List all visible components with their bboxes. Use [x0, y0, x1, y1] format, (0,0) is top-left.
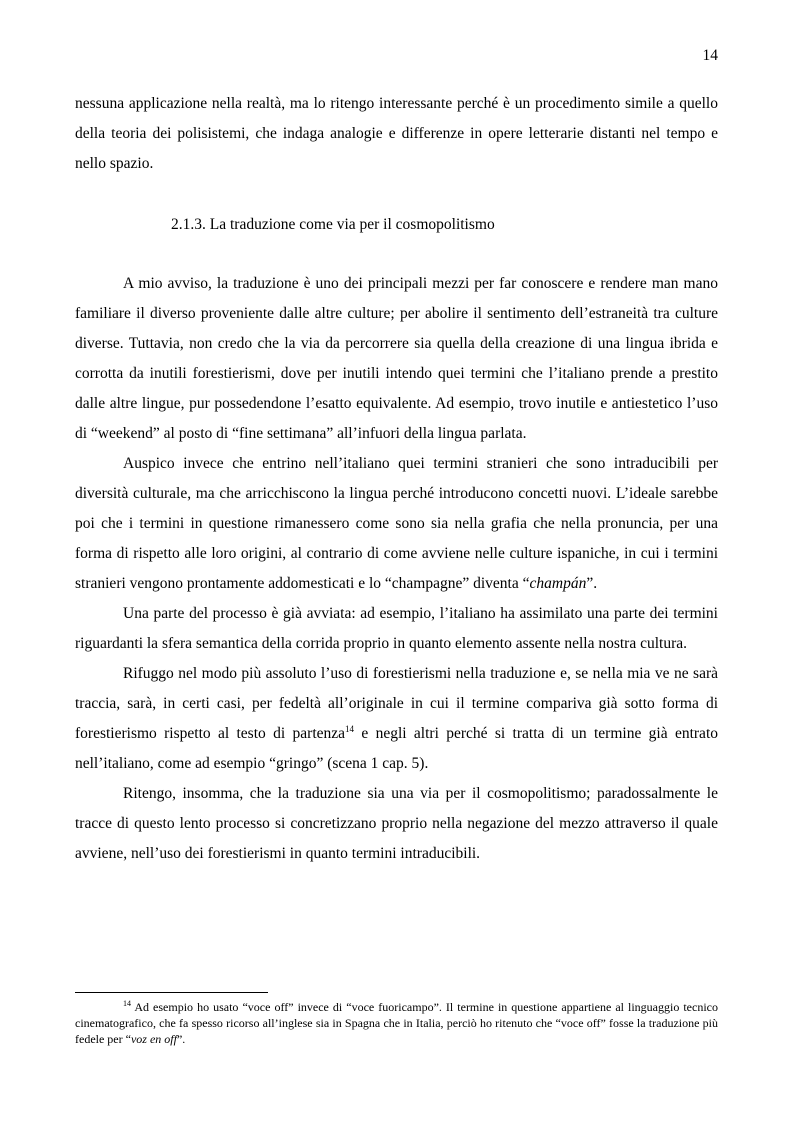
page-number: 14 [702, 47, 718, 64]
footnote-text: Ad esempio ho usato “voce off” invece di “voce fuoricampo”. Il termine in questione appartiene al linguaggio tecnico cinematografico, che fa spesso ricorso all’inglese sia in Spagna che in Italia, perciò ho ritenuto che “voce off” fosse la traduzione più fedele per “ [75, 1000, 718, 1046]
paragraph-2-italic-term: champán [529, 575, 587, 592]
paragraph-1: A mio avviso, la traduzione è uno dei principali mezzi per far conoscere e rendere man mano familiare il diverso proveniente dalle altre culture; per abolire il sentimento dell’estraneità tra culture diverse. Tuttavia, non credo che la via da percorrere sia quella della creazione di una lingua ibrida e corrotta da inutili forestierismi, dove per inutili intendo quei termini che l’italiano prende a prestito dalle altre lingue, pur possedendone l’esatto equivalente. Ad esempio, trovo inutile e antiestetico l’uso di “weekend” al posto di “fine settimana” all’infuori della lingua parlata. [75, 275, 718, 442]
footnote-italic-term: voz en off [130, 1032, 177, 1046]
paragraph-2 [75, 449, 718, 599]
paragraph-5: Ritengo, insomma, che la traduzione sia una via per il cosmopolitismo; paradossalmente le tracce di questo lento processo si concretizzano proprio nella negazione del mezzo attraverso il quale avviene, nell’uso dei forestierismi in quanto termini intraducibili. [75, 785, 718, 862]
section-heading: 2.1.3. La traduzione come via per il cosmopolitismo [171, 216, 495, 233]
footnote [75, 999, 718, 1047]
paragraph-2-text: Auspico invece che entrino nell’italiano quei termini stranieri che sono intraducibili per diversità culturale, ma che arricchiscono la lingua perché introducono concetti nuovi. L’ideale sarebbe poi che i termini in questione rimanessero come sono sia nella grafia che nella pronuncia, per una forma di rispetto alle loro origini, al contrario di come avviene nelle culture ispaniche, in cui i termini stranieri vengono prontamente addomesticati e lo “champagne” diventa “ [75, 455, 718, 592]
paragraph-4-text: Rifuggo nel modo più assoluto l’uso di forestierismi nella traduzione e, se nella mia ve ne sarà traccia, sarà, in certi casi, per fedeltà all’originale in cui il termine compariva già sotto forma di forestierismo rispetto al testo di partenza [75, 665, 718, 742]
footnote-end: ”. [176, 1032, 186, 1046]
footnote-reference[interactable]: 14 [345, 724, 355, 734]
section-body [75, 269, 718, 869]
continued-paragraph: nessuna applicazione nella realtà, ma lo ritengo interessante perché è un procedimento simile a quello della teoria dei polisistemi, che indaga analogie e differenze in opere letterarie distanti nel tempo e nello spazio. [75, 95, 718, 172]
footnote-number: 14 [123, 999, 131, 1008]
footnote-separator [75, 992, 268, 993]
paragraph-3: Una parte del processo è già avviata: ad esempio, l’italiano ha assimilato una parte dei termini riguardanti la sfera semantica della corrida proprio in quanto elemento assente nella nostra cultura. [75, 605, 718, 652]
continued-paragraph-block [75, 89, 718, 179]
paragraph-2-end: ”. [586, 575, 598, 592]
paragraph-4-end: e negli altri perché si tratta di un termine già entrato nell’italiano, come ad esempio “gringo” (scena 1 cap. 5). [75, 725, 718, 772]
paragraph-4 [75, 659, 718, 779]
